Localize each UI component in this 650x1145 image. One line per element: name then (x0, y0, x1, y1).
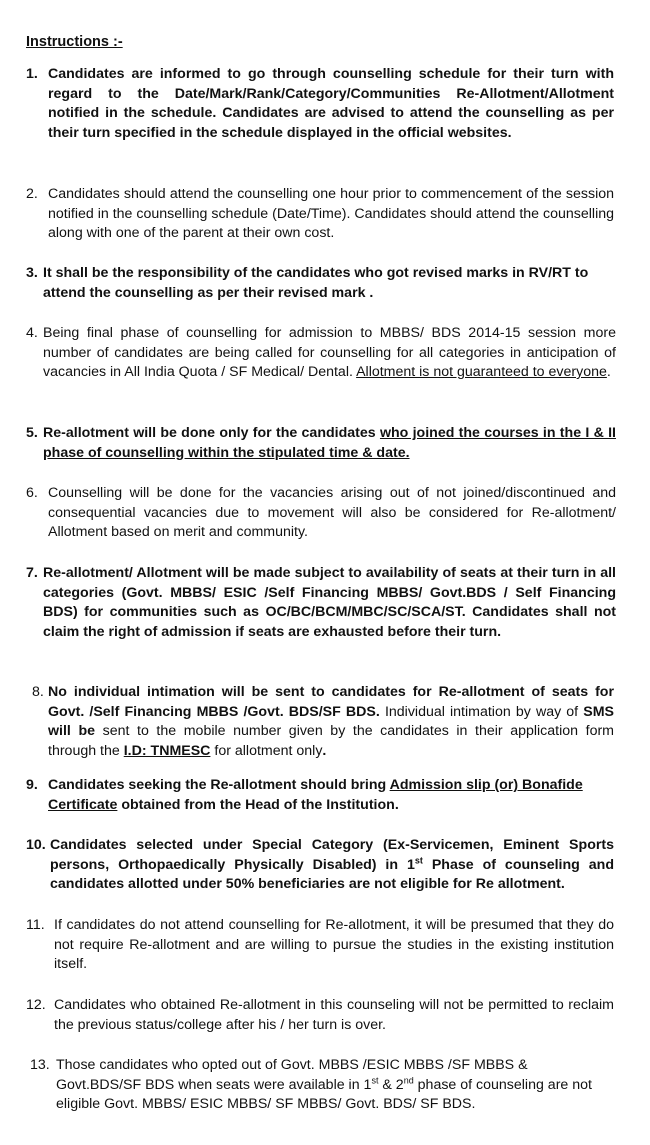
item-text: Candidates who obtained Re-allotment in this counseling will not be permitted to reclaim the previous status/college after his / her turn is over. (54, 997, 614, 1033)
item-text: Re-allotment will be done only for the candidates who joined the courses in the I & II phase of counselling within the stipulated time & date. (43, 425, 616, 461)
item-number: 1. (26, 66, 38, 82)
instruction-item-11 (26, 916, 614, 975)
instruction-item-13 (30, 1056, 614, 1115)
item-number: 6. (26, 485, 38, 501)
instruction-item-3 (26, 264, 616, 303)
item-number: 13. (30, 1057, 50, 1073)
instruction-item-4 (26, 324, 616, 383)
not-guaranteed-note: Allotment is not guaranteed to everyone (356, 364, 607, 380)
item-number: 4. (26, 325, 38, 341)
item-number: 12. (26, 997, 46, 1013)
instruction-item-2 (26, 185, 614, 244)
item-number: 10. (26, 837, 46, 853)
item-text: If candidates do not attend counselling for Re-allotment, it will be presumed that they do not require Re-allotment and are willing to pursue the studies in the existing institution itself. (54, 917, 614, 972)
instruction-item-12 (26, 996, 614, 1035)
item-number: 11. (26, 917, 45, 933)
instructions-heading: Instructions :- (26, 34, 123, 50)
item-text: Candidates seeking the Re-allotment should bring Admission slip (or) Bonafide Certificate obtained from the Head of the Institution. (48, 777, 583, 813)
instruction-item-7 (26, 564, 616, 642)
item-text: Candidates are informed to go through counselling schedule for their turn with regard to the Date/Mark/Rank/Category/Communities Re-Allotment/Allotment notified in the schedule. Candidates are advised to attend the counselling as per their turn specified in the schedule displayed in the official websites. (48, 66, 614, 141)
item-number: 8. (32, 684, 44, 700)
instruction-item-8 (32, 683, 614, 761)
item-text: Candidates should attend the counselling one hour prior to commencement of the session notified in the counselling schedule (Date/Time). Candidates should attend the counselling along with one of the parent at their own cost. (48, 186, 614, 241)
sender-id: I.D: TNMESC (123, 742, 211, 759)
instruction-item-5 (26, 424, 616, 463)
item-text: Being final phase of counselling for admission to MBBS/ BDS 2014-15 session more number of candidates are being called for counselling for all categories in anticipation of vacancies in All India Quota / SF Medical/ Dental. Allotment is not guaranteed to everyone. (43, 325, 616, 380)
item-number: 9. (26, 777, 38, 793)
instruction-item-6 (26, 484, 616, 543)
item-text: Candidates selected under Special Category (Ex-Servicemen, Eminent Sports persons, Orthopaedically Physically Disabled) in 1st Phase of counseling and candidates allotted under 50% beneficiaries are not eligible for Re allotment. (50, 837, 614, 892)
item-number: 5. (26, 425, 38, 441)
instruction-item-1 (26, 65, 614, 143)
item-text: It shall be the responsibility of the candidates who got revised marks in RV/RT to attend the counselling as per their revised mark . (43, 265, 589, 301)
item-text: Counselling will be done for the vacancies arising out of not joined/discontinued and consequential vacancies due to movement will also be considered for Re-allotment/ Allotment based on merit and community. (48, 485, 616, 540)
item-number: 3. (26, 265, 38, 281)
item-text: No individual intimation will be sent to candidates for Re-allotment of seats for Govt. /Self Financing MBBS /Govt. BDS/SF BDS. Individual intimation by way of SMS will be sent to the mobile number given by the candidates in their application form through the I.D: TNMESC for allotment only. (48, 684, 614, 759)
item-text: Re-allotment/ Allotment will be made subject to availability of seats at their turn in all categories (Govt. MBBS/ ESIC /Self Financing MBBS/ Govt.BDS / Self Financing BDS) for communities such as OC/BC/BCM/MBC/SC/SCA/ST. Candidates shall not claim the right of admission if seats are exhausted before their turn. (43, 565, 616, 640)
item-number: 2. (26, 186, 38, 202)
instruction-item-10 (26, 836, 614, 895)
instruction-item-9 (26, 776, 614, 815)
item-number: 7. (26, 565, 38, 581)
item-text: Those candidates who opted out of Govt. MBBS /ESIC MBBS /SF MBBS & Govt.BDS/SF BDS when seats were available in 1st & 2nd phase of counseling are not eligible Govt. MBBS/ ESIC MBBS/ SF MBBS/ Govt. BDS/ SF BDS. (56, 1057, 592, 1112)
